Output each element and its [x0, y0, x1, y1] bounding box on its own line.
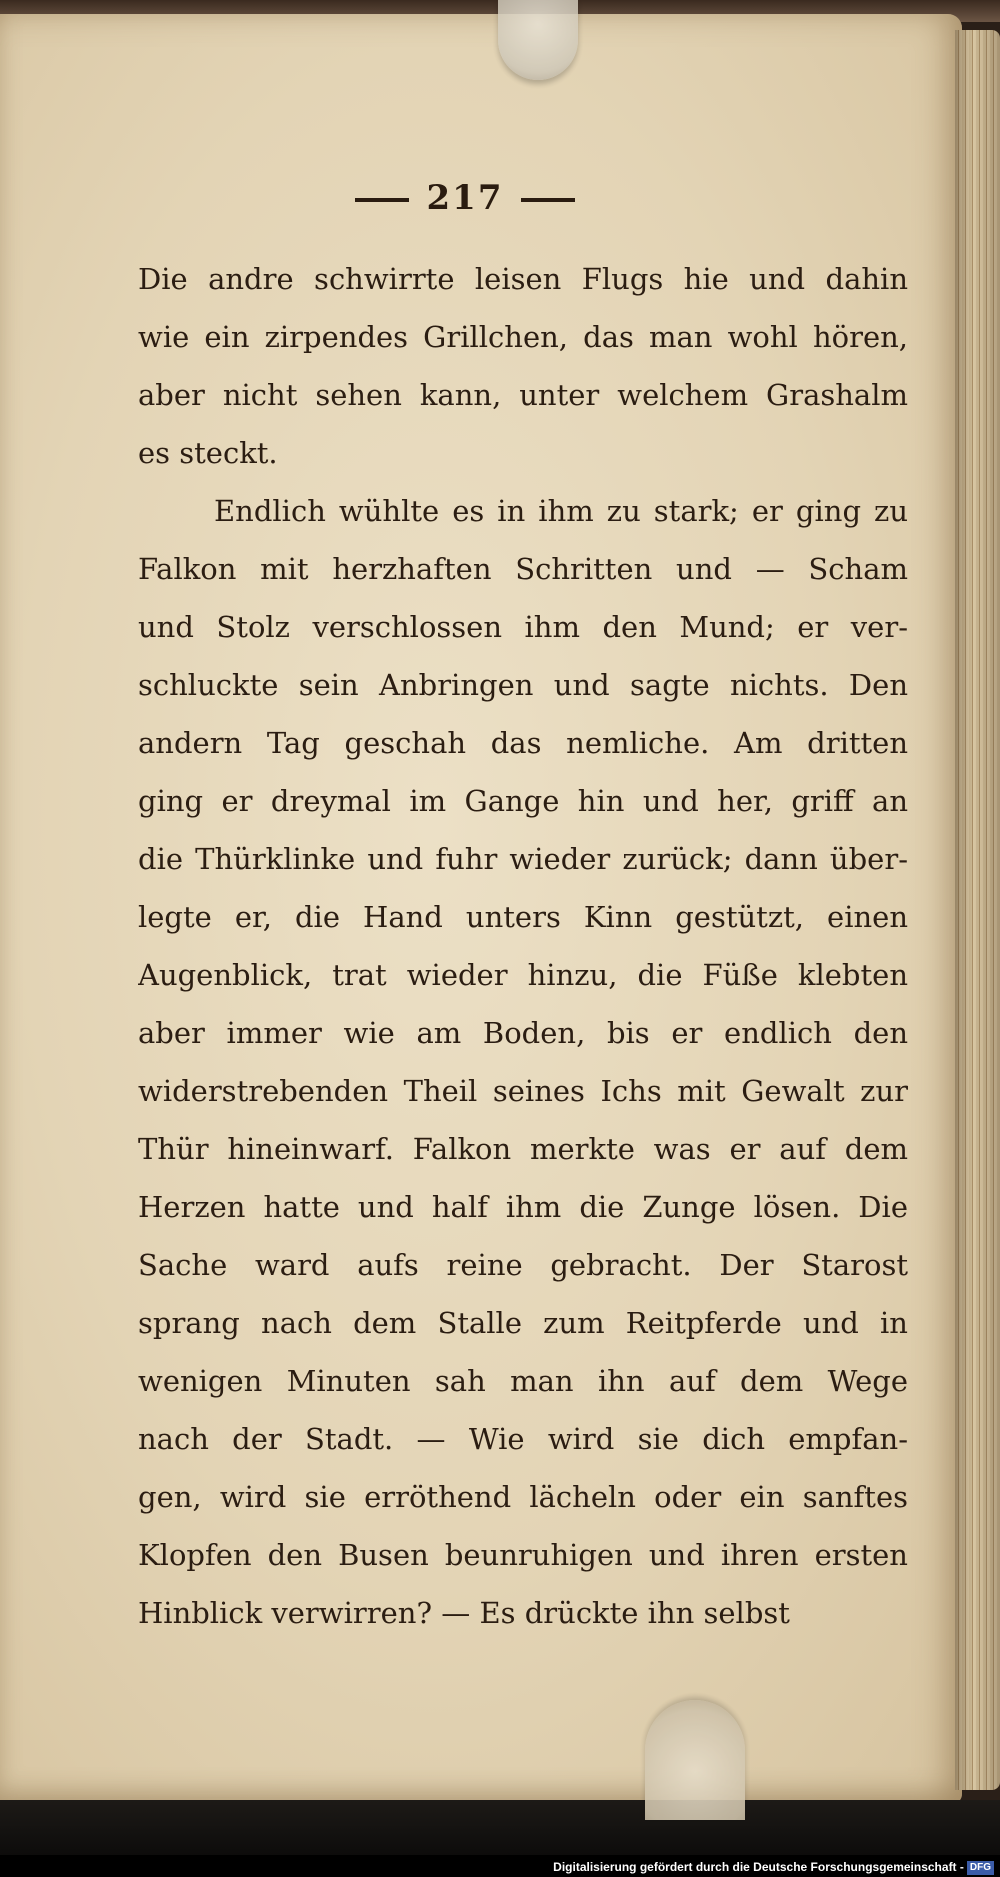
text-line: Sache ward aufs reine gebracht. Der Starost	[138, 1248, 908, 1282]
text-line: andern Tag geschah das nemliche. Am dritten	[138, 726, 908, 760]
bottom-page-clip	[645, 1700, 745, 1820]
dfg-logo: DFG	[967, 1861, 994, 1875]
page-number-value: 217	[426, 178, 504, 218]
book-bottom-edge	[0, 1800, 1000, 1855]
text-line: widerstrebenden Theil seines Ichs mit Gewalt zur	[138, 1074, 908, 1108]
text-line: Augenblick, trat wieder hinzu, die Füße klebten	[138, 958, 908, 992]
page-number-left-dash	[355, 198, 409, 202]
text-line: schluckte sein Anbringen und sagte nichts. Den	[138, 668, 908, 702]
text-line: gen, wird sie erröthend lächeln oder ein sanftes	[138, 1480, 908, 1514]
text-line: und Stolz verschlossen ihm den Mund; er ver-	[138, 610, 908, 644]
text-line: Thür hineinwarf. Falkon merkte was er auf dem	[138, 1132, 908, 1166]
text-line: wenigen Minuten sah man ihn auf dem Wege	[138, 1364, 908, 1398]
text-line: aber immer wie am Boden, bis er endlich den	[138, 1016, 908, 1050]
text-line: wie ein zirpendes Grillchen, das man wohl hören,	[138, 320, 908, 354]
credit-text: Digitalisierung gefördert durch die Deutsche Forschungsgemeinschaft -	[553, 1860, 964, 1874]
text-line: die Thürklinke und fuhr wieder zurück; dann über-	[138, 842, 908, 876]
text-line: Endlich wühlte es in ihm zu stark; er ging zu	[214, 494, 908, 528]
digitization-credit	[547, 1857, 994, 1877]
text-line: Falkon mit herzhaften Schritten und — Scham	[138, 552, 908, 586]
text-line: ging er dreymal im Gange hin und her, griff an	[138, 784, 908, 818]
text-line: es steckt.	[138, 436, 278, 470]
text-line: Herzen hatte und half ihm die Zunge lösen. Die	[138, 1190, 908, 1224]
text-line: aber nicht sehen kann, unter welchem Grashalm	[138, 378, 908, 412]
page-number	[0, 178, 930, 218]
text-line: legte er, die Hand unters Kinn gestützt, einen	[138, 900, 908, 934]
top-page-clip	[498, 0, 578, 80]
text-line: nach der Stadt. — Wie wird sie dich empfan-	[138, 1422, 908, 1456]
text-line: Die andre schwirrte leisen Flugs hie und dahin	[138, 262, 908, 296]
text-line: Hinblick verwirren? — Es drückte ihn selbst	[138, 1596, 790, 1630]
text-line: sprang nach dem Stalle zum Reitpferde und in	[138, 1306, 908, 1340]
page-stack-shadow	[955, 30, 1000, 1790]
page-number-right-dash	[521, 198, 575, 202]
text-line: Klopfen den Busen beunruhigen und ihren ersten	[138, 1538, 908, 1572]
body-text	[138, 250, 908, 1642]
